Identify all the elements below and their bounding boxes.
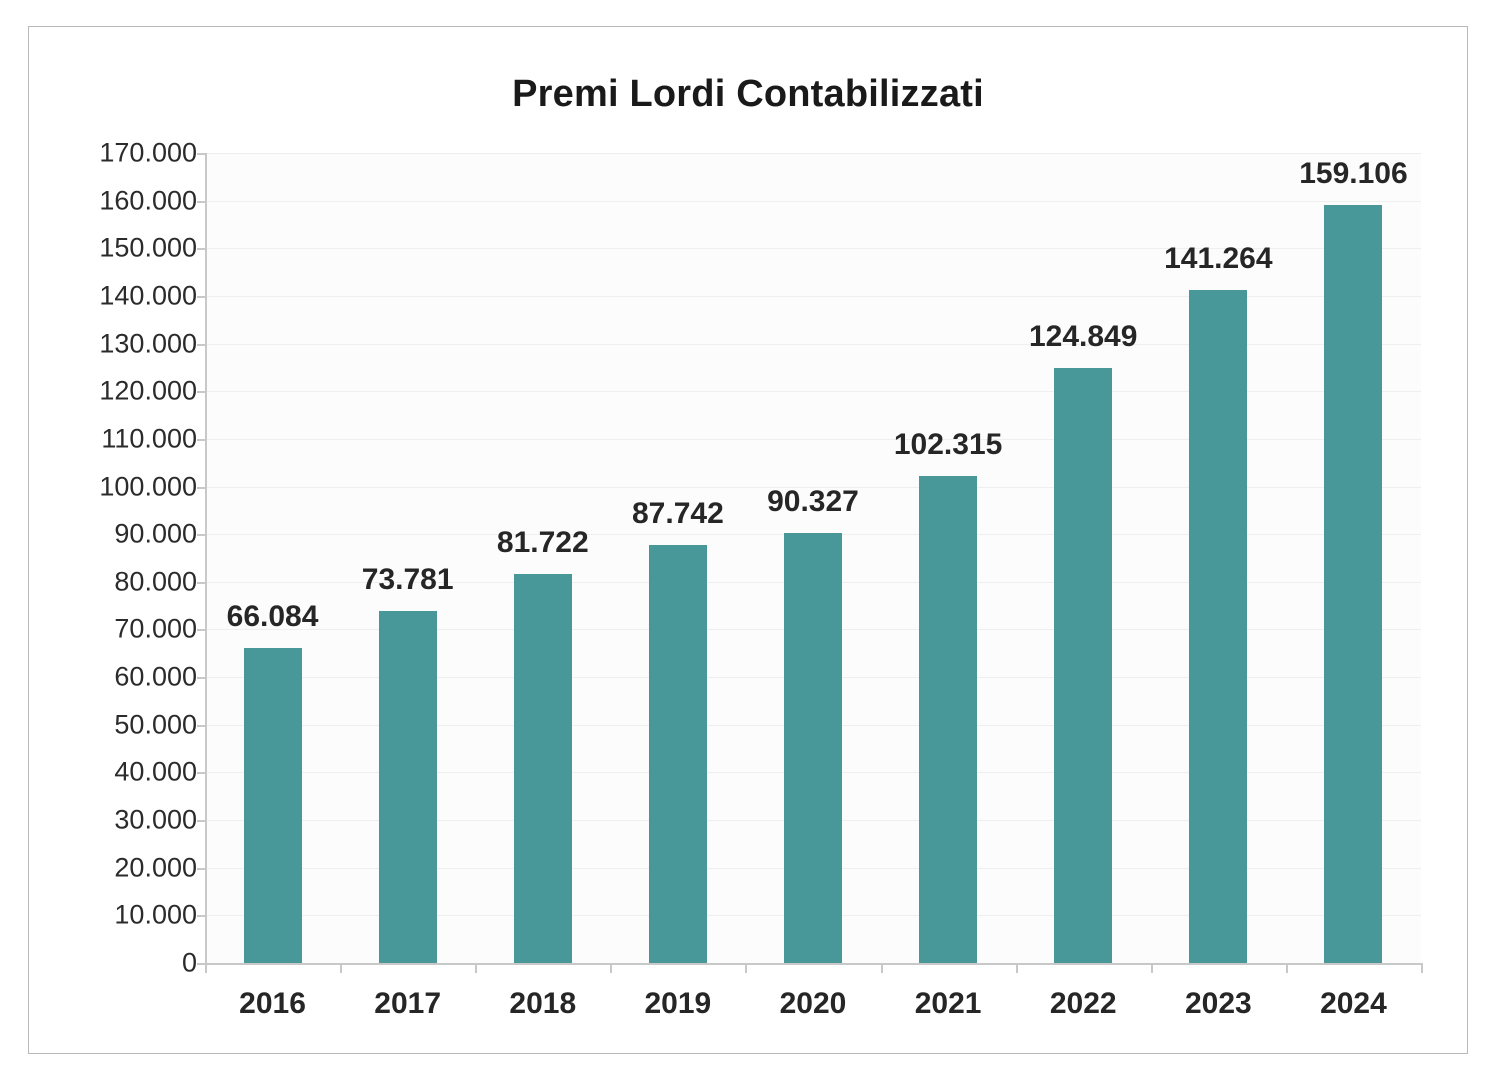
x-tick-label: 2020 bbox=[779, 987, 847, 1020]
x-tick-label: 2017 bbox=[374, 987, 442, 1020]
y-tick-label: 110.000 bbox=[101, 423, 197, 454]
x-tick-mark bbox=[340, 963, 342, 973]
bar[interactable] bbox=[784, 533, 842, 963]
y-tick-label: 170.000 bbox=[99, 137, 197, 168]
y-tick-label: 150.000 bbox=[99, 232, 197, 263]
bar-value-label: 87.742 bbox=[631, 496, 724, 530]
x-tick-label: 2022 bbox=[1049, 987, 1117, 1020]
x-tick-label: 2024 bbox=[1320, 987, 1387, 1020]
y-tick-label: 40.000 bbox=[114, 756, 197, 787]
y-tick-label: 70.000 bbox=[114, 613, 197, 644]
bar-group bbox=[745, 153, 880, 963]
y-tick-label: 130.000 bbox=[99, 328, 197, 359]
bar-group bbox=[1016, 153, 1151, 963]
y-tick-label: 100.000 bbox=[99, 471, 197, 502]
bar[interactable] bbox=[514, 574, 572, 963]
y-tick-label: 0 bbox=[181, 947, 197, 978]
x-tick-mark bbox=[610, 963, 612, 973]
bar-group bbox=[610, 153, 745, 963]
x-tick-mark bbox=[205, 963, 207, 973]
x-tick-mark bbox=[745, 963, 747, 973]
bar[interactable] bbox=[1189, 290, 1247, 963]
x-tick-label: 2016 bbox=[239, 987, 306, 1020]
y-tick-label: 80.000 bbox=[114, 566, 197, 597]
y-tick-label: 160.000 bbox=[99, 185, 197, 216]
bar-value-label: 124.849 bbox=[1028, 320, 1138, 354]
y-tick-label: 90.000 bbox=[114, 518, 197, 549]
bar-value-label: 102.315 bbox=[893, 427, 1003, 461]
x-tick-mark bbox=[1016, 963, 1018, 973]
bar[interactable] bbox=[244, 648, 302, 963]
x-axis-line bbox=[205, 963, 1421, 965]
x-tick-mark bbox=[475, 963, 477, 973]
y-tick-label: 30.000 bbox=[114, 804, 197, 835]
y-tick-label: 140.000 bbox=[99, 280, 197, 311]
x-tick-mark bbox=[1151, 963, 1153, 973]
y-axis bbox=[37, 137, 197, 978]
bar-group bbox=[1286, 153, 1421, 963]
bars-layer bbox=[205, 153, 1421, 963]
y-tick-label: 20.000 bbox=[114, 852, 197, 883]
bar[interactable] bbox=[1054, 368, 1112, 963]
bar-value-label: 66.084 bbox=[226, 600, 319, 634]
chart-container bbox=[28, 26, 1468, 1054]
y-tick-label: 10.000 bbox=[114, 899, 197, 930]
bar[interactable] bbox=[919, 476, 977, 964]
bar-value-label: 159.106 bbox=[1299, 156, 1408, 190]
y-tick-label: 50.000 bbox=[114, 709, 197, 740]
y-tick-label: 60.000 bbox=[114, 661, 197, 692]
bar-group bbox=[475, 153, 610, 963]
x-tick-label: 2023 bbox=[1184, 987, 1252, 1020]
bar-group bbox=[340, 153, 475, 963]
bar[interactable] bbox=[1324, 205, 1382, 963]
bar-group bbox=[881, 153, 1016, 963]
chart-title: Premi Lordi Contabilizzati bbox=[512, 73, 984, 115]
x-tick-mark bbox=[1421, 963, 1423, 973]
x-tick-label: 2021 bbox=[914, 987, 982, 1020]
bar-group bbox=[1151, 153, 1286, 963]
bar-value-label: 141.264 bbox=[1164, 241, 1273, 275]
bar-value-label: 73.781 bbox=[361, 563, 454, 597]
bar[interactable] bbox=[649, 545, 707, 963]
y-tick-label: 120.000 bbox=[99, 375, 197, 406]
x-axis-labels bbox=[205, 987, 1421, 1047]
x-tick-label: 2018 bbox=[509, 987, 577, 1020]
x-tick-mark bbox=[1286, 963, 1288, 973]
bar-group bbox=[205, 153, 340, 963]
x-tick-label: 2019 bbox=[644, 987, 712, 1020]
x-tick-mark bbox=[881, 963, 883, 973]
bar-value-label: 81.722 bbox=[496, 525, 589, 559]
bar-value-label: 90.327 bbox=[767, 484, 859, 518]
bar[interactable] bbox=[379, 611, 437, 963]
